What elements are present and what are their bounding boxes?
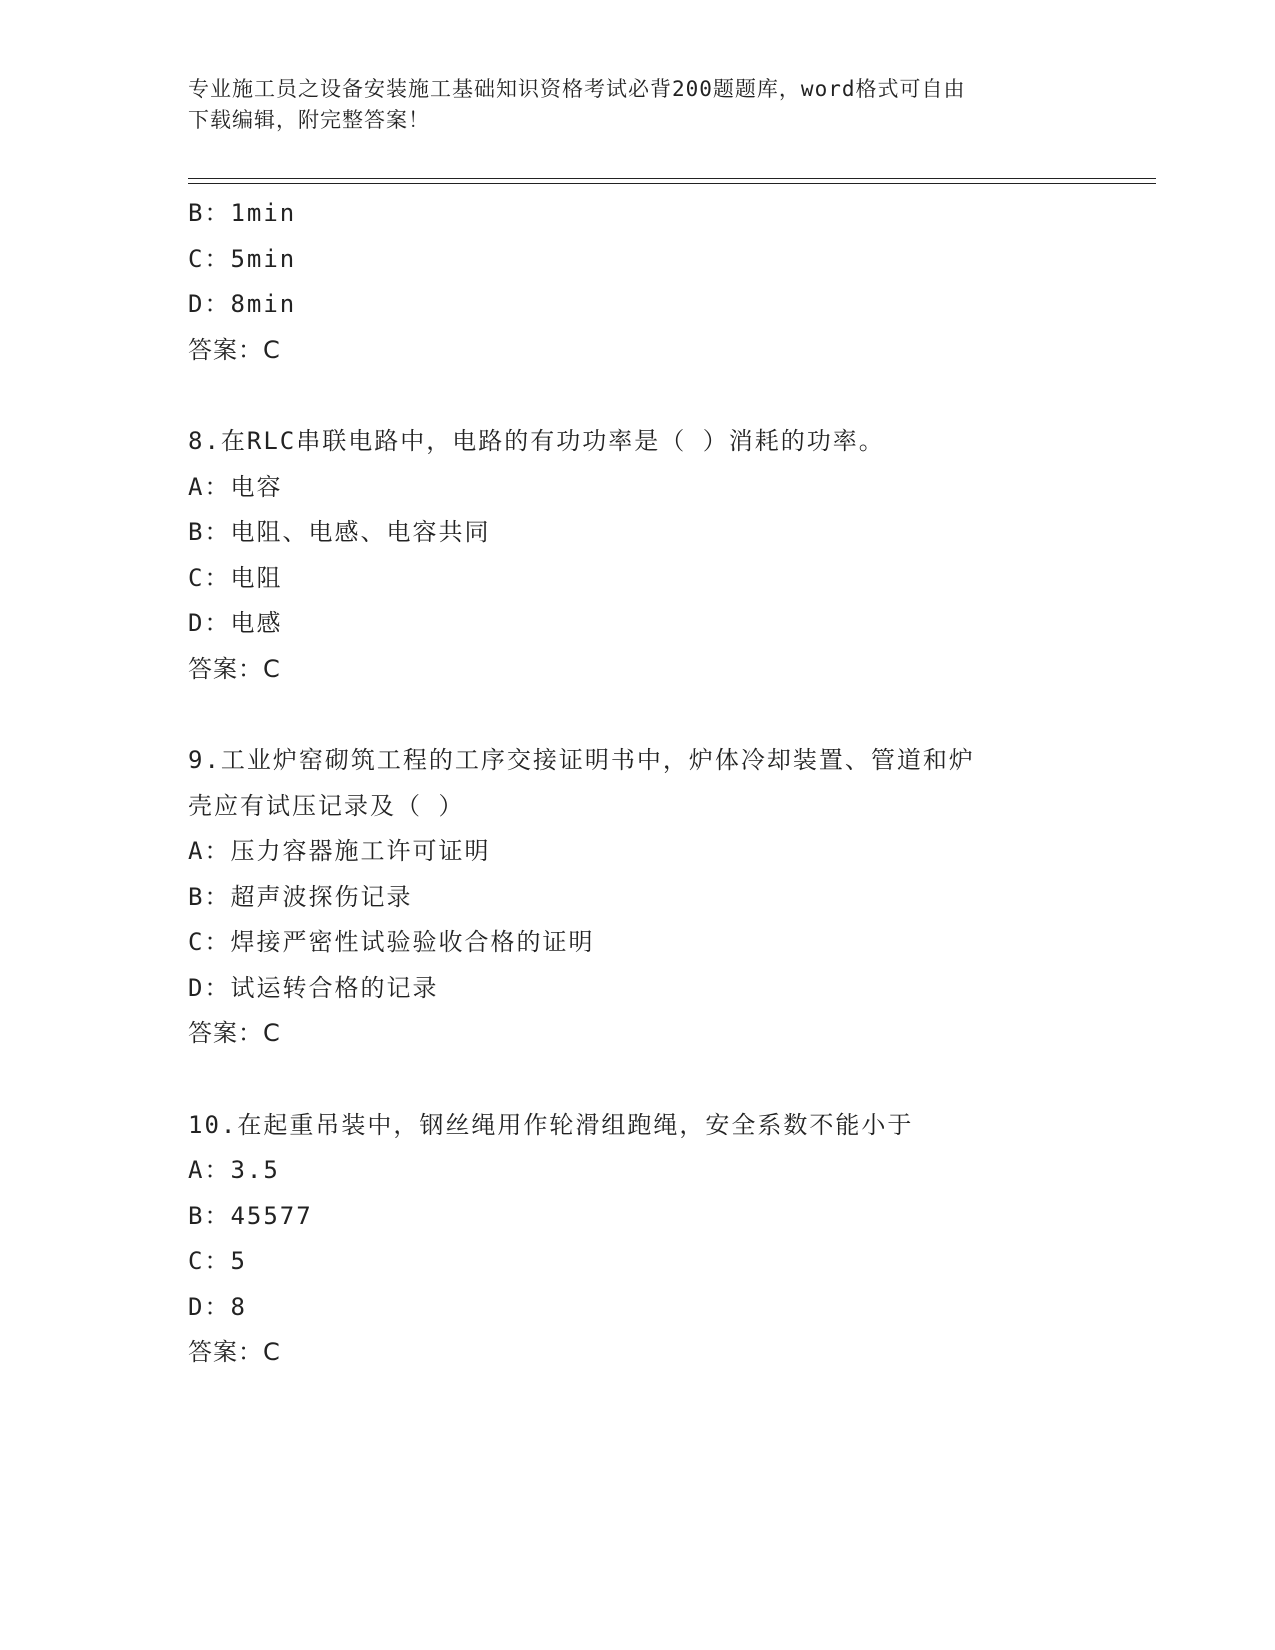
question-9 (188, 738, 1156, 1057)
answer: 答案：C (188, 1338, 281, 1366)
question-8 (188, 419, 1156, 692)
option-b: B：电阻、电感、电容共同 (188, 518, 491, 546)
option-a: A：3.5 (188, 1156, 280, 1184)
option-c: C：5min (188, 244, 297, 273)
option-b: B：超声波探伤记录 (188, 882, 413, 911)
document-header (188, 74, 1068, 136)
option-d: D：8min (188, 290, 297, 318)
header-line-2: 下载编辑，附完整答案！ (188, 108, 430, 132)
header-line-1: 专业施工员之设备安装施工基础知识资格考试必背200题题库，word格式可自由 (188, 77, 966, 101)
option-c: C：电阻 (188, 563, 283, 592)
question-text-line-2: 壳应有试压记录及（ ） (188, 791, 465, 820)
option-b: B：45577 (188, 1201, 313, 1230)
option-a: A：压力容器施工许可证明 (188, 837, 491, 865)
option-b: B：1min (188, 199, 297, 227)
option-a: A：电容 (188, 472, 283, 501)
option-d: D：试运转合格的记录 (188, 973, 439, 1002)
header-rule-bottom (188, 183, 1156, 184)
question-text: 8.在RLC串联电路中，电路的有功功率是（ ）消耗的功率。 (188, 427, 885, 455)
answer: 答案：C (188, 1019, 281, 1047)
option-c: C：5 (188, 1247, 247, 1275)
question-text: 10.在起重吊装中，钢丝绳用作轮滑组跑绳，安全系数不能小于 (188, 1110, 914, 1139)
option-c: C：焊接严密性试验验收合格的证明 (188, 928, 595, 956)
answer: 答案：C (188, 335, 281, 364)
header-rule-top (188, 178, 1156, 179)
question-7 (188, 191, 1156, 373)
question-list (188, 191, 1156, 1376)
option-d: D：电感 (188, 609, 283, 637)
question-10 (188, 1103, 1156, 1376)
option-d: D：8 (188, 1292, 247, 1321)
answer: 答案：C (188, 654, 281, 683)
question-text-line-1: 9.工业炉窑砌筑工程的工序交接证明书中，炉体冷却装置、管道和炉 (188, 746, 975, 774)
